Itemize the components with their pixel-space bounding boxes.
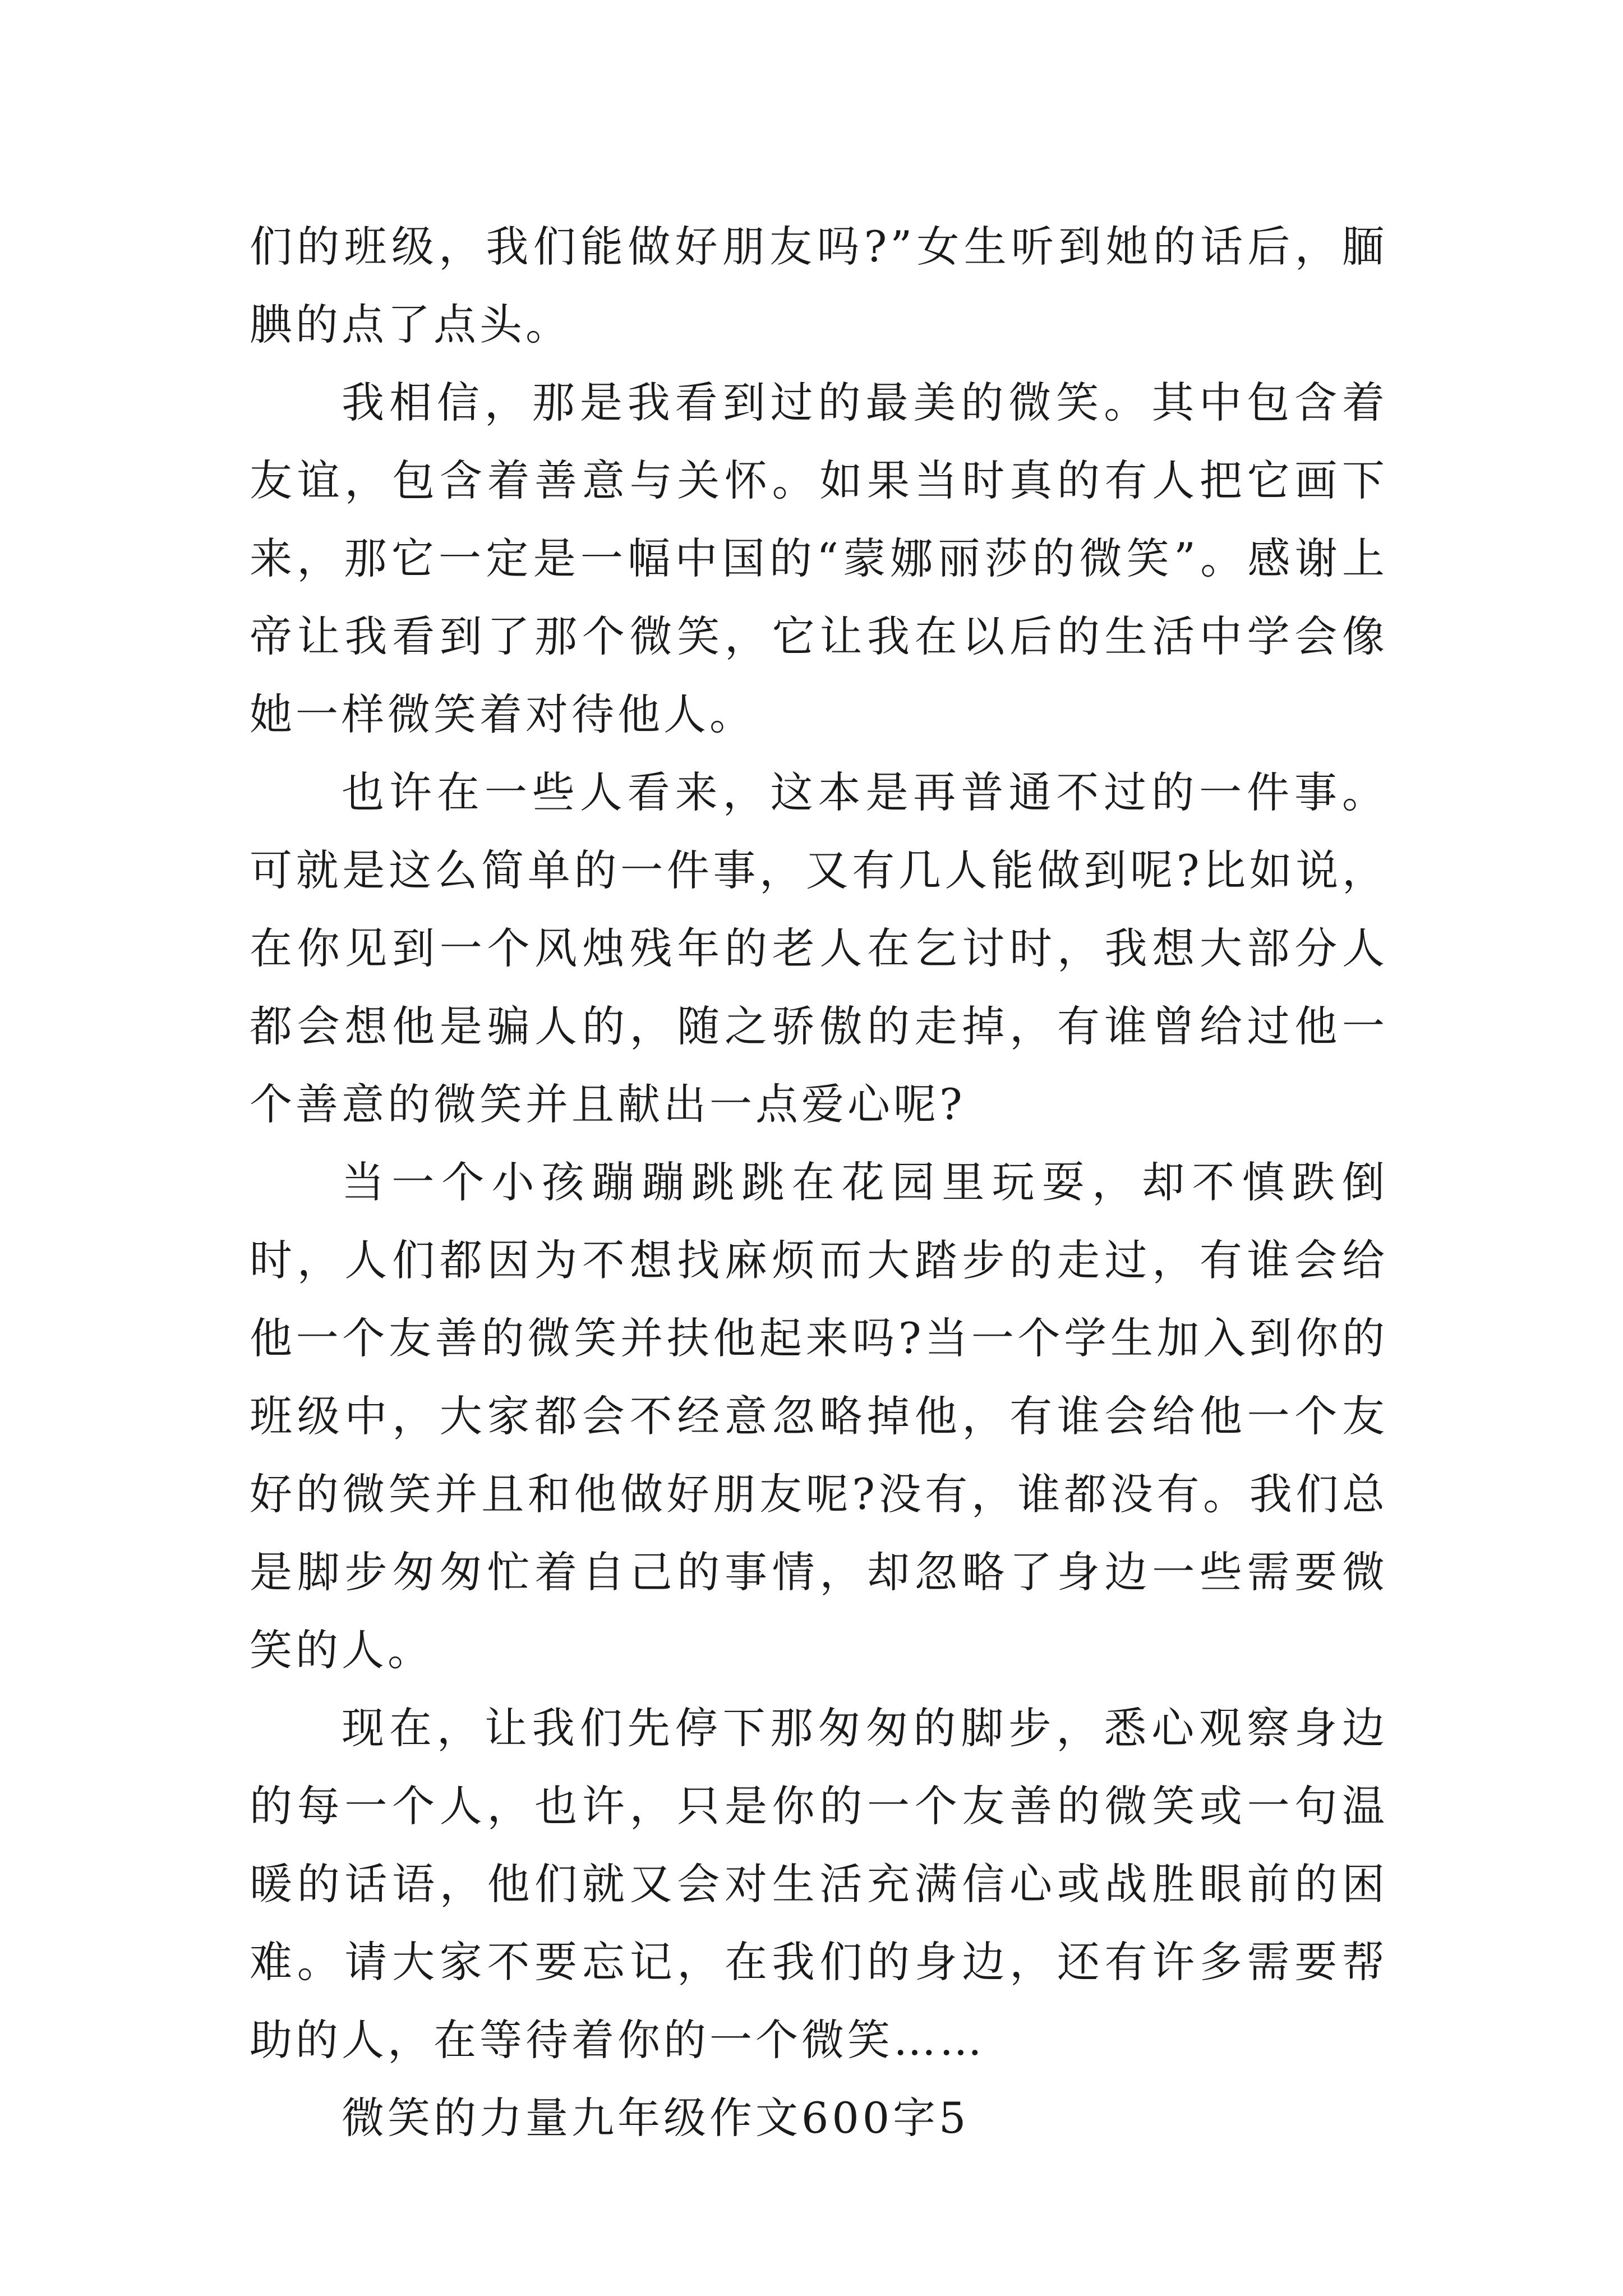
paragraph-call-to-action: 现在，让我们先停下那匆匆的脚步，悉心观察身边的每一个人，也许，只是你的一个友善的微笑或一句温暖的话语，他们就又会对生活充满信心或战胜眼前的困难。请大家不要忘记，在我们的身边，还有许多需要帮助的人，在等待着你的一个微笑…… — [250, 1703, 1388, 2065]
paragraph-child-and-student: 当一个小孩蹦蹦跳跳在花园里玩耍，却不慎跌倒时，人们都因为不想找麻烦而大踏步的走过，有谁会给他一个友善的微笑并扶他起来吗?当一个学生加入到你的班级中，大家都会不经意忽略掉他，有谁会给他一个友好的微笑并且和他做好朋友呢?没有，谁都没有。我们总是脚步匆匆忙着自己的事情，却忽略了身边一些需要微笑的人。 — [250, 1157, 1388, 1675]
next-essay-title: 微笑的力量九年级作文600字5 — [342, 2093, 970, 2143]
paragraph-ordinary-thing: 也许在一些人看来，这本是再普通不过的一件事。可就是这么简单的一件事，又有几人能做到呢?比如说，在你见到一个风烛残年的老人在乞讨时，我想大部分人都会想他是骗人的，随之骄傲的走掉，有谁曾给过他一个善意的微笑并且献出一点爱心呢? — [250, 767, 1388, 1129]
article-body — [250, 208, 1388, 2157]
paragraph-most-beautiful-smile: 我相信，那是我看到过的最美的微笑。其中包含着友谊，包含着善意与关怀。如果当时真的有人把它画下来，那它一定是一幅中国的“蒙娜丽莎的微笑”。感谢上帝让我看到了那个微笑，它让我在以后的生活中学会像她一样微笑着对待他人。 — [250, 378, 1388, 739]
paragraph-continuation: 们的班级，我们能做好朋友吗?”女生听到她的话后，腼腆的点了点头。 — [250, 222, 1388, 349]
